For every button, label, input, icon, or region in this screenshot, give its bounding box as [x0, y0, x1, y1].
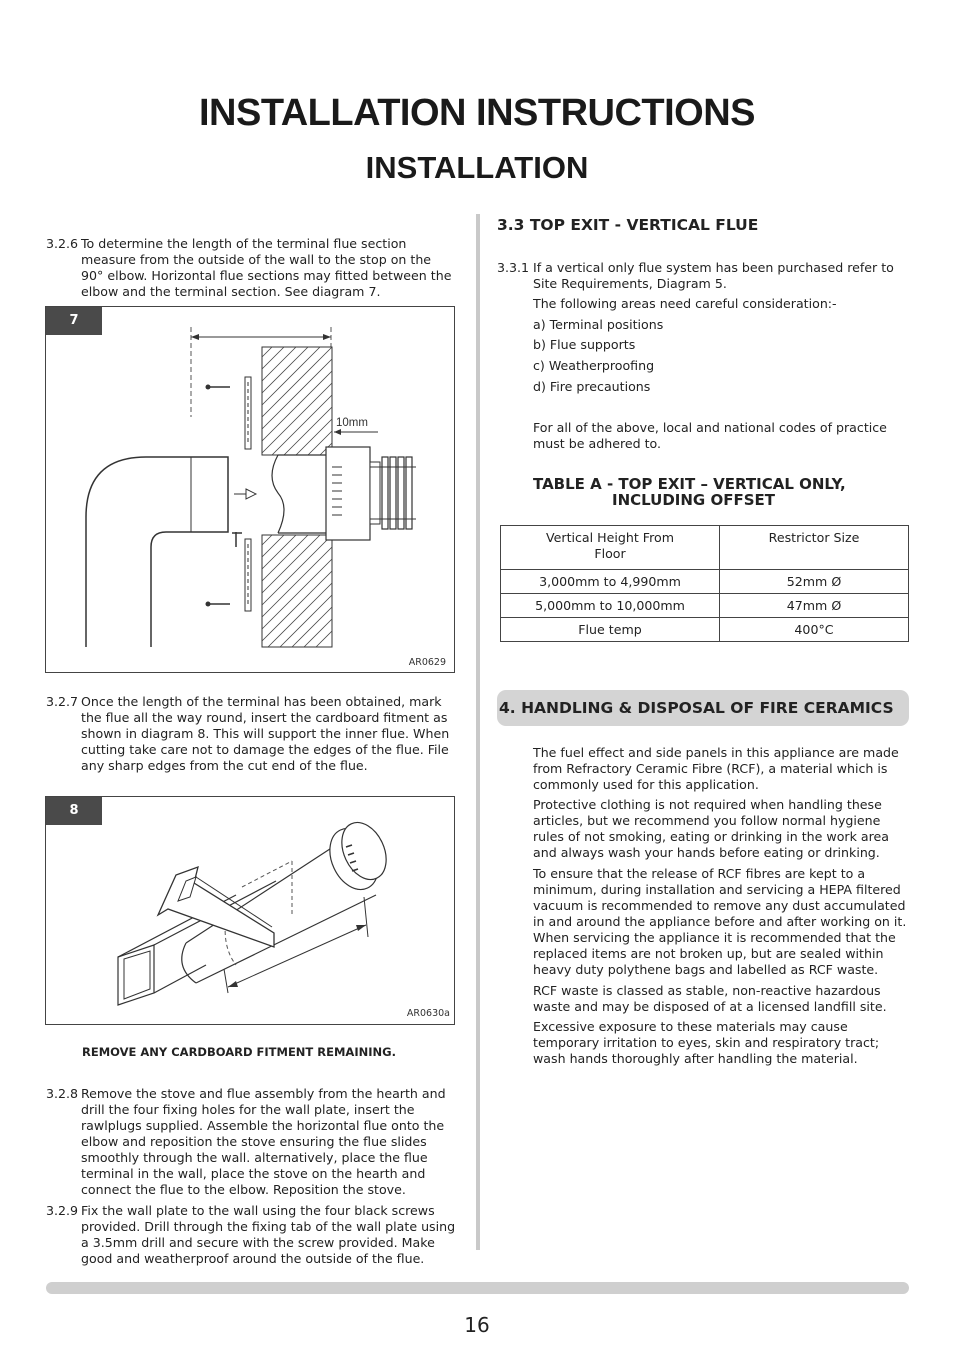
diagram-8 [45, 796, 455, 1025]
section-heading: INSTALLATION [365, 150, 589, 185]
paragraph-number: 3.2.9 [46, 1203, 79, 1218]
flue-wall-drawing [46, 307, 454, 672]
diagram-number: 7 [46, 307, 102, 335]
paragraph-text: Remove the stove and flue assembly from the hearth and drill the four fixing holes for the wall plate, insert the rawlplugs supplied. Assemble the horizontal flue onto the elbow and reposition the stove ensuring the flue slides smoothly through the wall. alternatively, place the flue terminal in the wall, place the stove on the hearth and connect the flue to the elbow. Reposition the stove. [81, 1086, 446, 1197]
consider-item: d) Fire precautions [533, 379, 651, 394]
table-row [501, 570, 909, 594]
table-cell: 5,000mm to 10,000mm [501, 594, 720, 618]
ceramics-paragraph: Protective clothing is not required when handling these articles, but we recommend you follow normal hygiene rules of not smoking, eating or drinking in the work area and always wash your hands before eating or drinking. [533, 797, 889, 860]
section-3-3-title: 3.3 TOP EXIT - VERTICAL FLUE [497, 216, 759, 234]
flue-cardboard-drawing [46, 797, 454, 1024]
dimension-label: 10mm [336, 417, 368, 429]
table-header-row [501, 526, 909, 570]
table-header-cell: Vertical Height From Floor [501, 526, 720, 570]
paragraph-text: Fix the wall plate to the wall using the four black screws provided. Drill through the fixing tab of the wall plate using a 3.5mm drill and secure with the screw provided. Make good and weatherproof around the outside of the flue. [81, 1203, 456, 1266]
page-heading: INSTALLATION INSTRUCTIONS [198, 92, 756, 134]
consider-item: c) Weatherproofing [533, 358, 655, 373]
paragraph-text: To determine the length of the terminal flue section measure from the outside of the wall to the stop on the 90° elbow. Horizontal flue sections may fitted between the elbow and the terminal section. See diagram 7. [81, 236, 452, 299]
table-a-title: TABLE A - TOP EXIT – VERTICAL ONLY, [533, 475, 846, 493]
diagram-code: AR0630a [406, 1008, 450, 1019]
table-cell: Flue temp [501, 618, 720, 642]
section-4-title: 4. HANDLING & DISPOSAL OF FIRE CERAMICS [499, 699, 894, 717]
ceramics-paragraph: RCF waste is classed as stable, non-reactive hazardous waste and may be disposed of at a licensed landfill site. [533, 983, 887, 1014]
paragraph-number: 3.2.7 [46, 694, 79, 709]
table-cell: 3,000mm to 4,990mm [501, 570, 720, 594]
diagram-7 [45, 306, 455, 673]
cardboard-note: REMOVE ANY CARDBOARD FITMENT REMAINING. [82, 1045, 396, 1059]
paragraph-number: 3.2.8 [46, 1086, 79, 1101]
codes-note: For all of the above, local and national codes of practice must be adhered to. [533, 420, 887, 451]
diagram-number: 8 [46, 797, 102, 825]
consider-intro: The following areas need careful consideration:- [533, 296, 837, 311]
consider-item: a) Terminal positions [533, 317, 664, 332]
table-cell: 400°C [720, 618, 909, 642]
table-header-cell: Restrictor Size [720, 526, 909, 570]
diagram-code: AR0629 [408, 657, 446, 668]
footer-bar [46, 1282, 909, 1294]
paragraph-3-2-7 [46, 694, 456, 774]
ceramics-paragraph: Excessive exposure to these materials may cause temporary irritation to eyes, skin and respiratory tract; wash hands thoroughly after handling the material. [533, 1019, 880, 1066]
table-cell: 47mm Ø [720, 594, 909, 618]
paragraph-3-2-6 [46, 236, 456, 300]
ceramics-paragraph: The fuel effect and side panels in this appliance are made from Refractory Ceramic Fibre (RCF), a material which is commonly used for this application. [533, 745, 899, 792]
restrictor-table [500, 525, 909, 642]
table-cell: 52mm Ø [720, 570, 909, 594]
table-a-title-line2: INCLUDING OFFSET [612, 491, 775, 509]
table-row [501, 618, 909, 642]
consider-item: b) Flue supports [533, 337, 636, 352]
paragraph-3-2-8 [46, 1086, 456, 1198]
column-divider [476, 214, 480, 1250]
ceramics-paragraph: To ensure that the release of RCF fibres are kept to a minimum, during installation and servicing a HEPA filtered vacuum is recommended to remove any dust accumulated in and around the appliance before and after working on it. When servicing the appliance it is recommended that the replaced items are not broken up, but are sealed within heavy duty polythene bags and labelled as RCF waste. [533, 866, 907, 977]
paragraph-text: If a vertical only flue system has been purchased refer to Site Requirements, Diagram 5. [533, 260, 894, 291]
paragraph-number: 3.3.1 [497, 260, 530, 275]
paragraph-3-2-9 [46, 1203, 456, 1267]
table-row [501, 594, 909, 618]
page-number: 16 [464, 1313, 490, 1337]
paragraph-number: 3.2.6 [46, 236, 79, 251]
paragraph-text: Once the length of the terminal has been obtained, mark the flue all the way round, insert the cardboard fitment as shown in diagram 8. This will support the inner flue. When cutting take care not to damage the edges of the flue. File any sharp edges from the cut end of the flue. [81, 694, 450, 773]
paragraph-3-3-1 [497, 260, 897, 292]
